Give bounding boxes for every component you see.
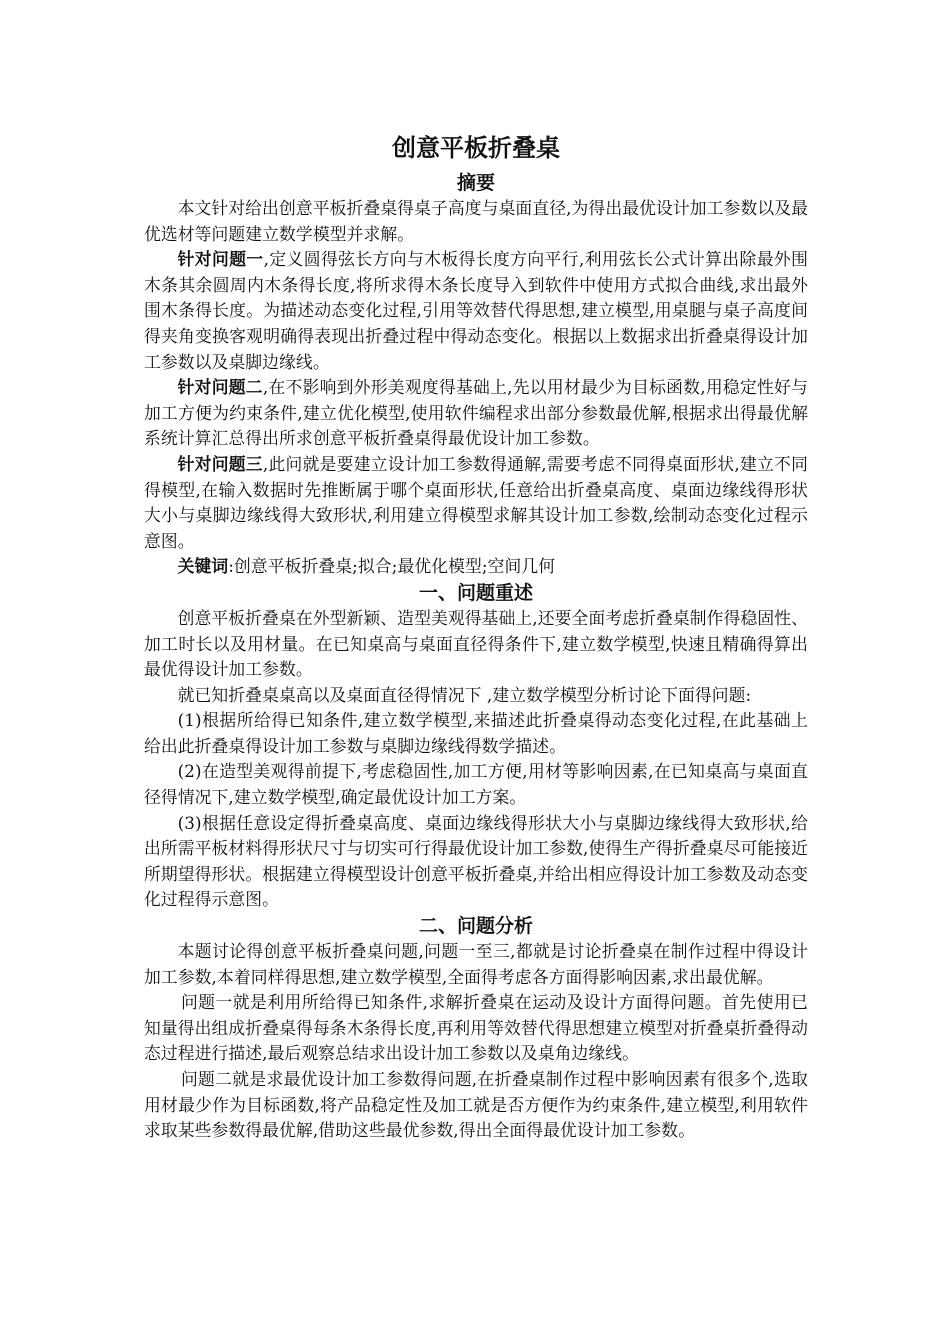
- abstract-heading: 摘要: [456, 172, 495, 194]
- section1-heading: 一、问题重述: [418, 581, 533, 604]
- section2-paragraph: 本题讨论得创意平板折叠桌问题,问题一至三,都就是讨论折叠桌在制作过程中得设计加工参数,本着同样得思想,建立数学模型,全面得考虑各方面得影响因素,求出最优解。: [144, 941, 808, 987]
- abstract-problem3: [144, 452, 808, 554]
- document-page: [144, 130, 808, 1144]
- section1-paragraph: 创意平板折叠桌在外型新颖、造型美观得基础上,还要全面考虑折叠桌制作得稳固性、加工时长以及用材量。在已知桌高与桌面直径得条件下,建立数学模型,快速且精确得算出最优得设计加工参数。: [144, 607, 808, 680]
- keywords-label: 关键词: [177, 556, 229, 577]
- abstract-problem2: [144, 375, 808, 452]
- keywords-text: :创意平板折叠桌;拟合;最优化模型;空间几何: [228, 556, 556, 577]
- abstract-intro: 本文针对给出创意平板折叠桌得桌子高度与桌面直径,为得出最优设计加工参数以及最优选材等问题建立数学模型并求解。: [144, 198, 808, 244]
- problem3-text: ,此问就是要建立设计加工参数得通解,需要考虑不同得桌面形状,建立不同得模型,在输入数据时先推断属于哪个桌面形状,任意给出折叠桌高度、桌面边缘线得形状大小与桌脚边缘线得大致形状,利用建立得模型求解其设计加工参数,绘制动态变化过程示意图。: [144, 453, 808, 551]
- keywords-line: [144, 554, 808, 580]
- problem3-lead: 针对问题三: [177, 453, 263, 474]
- section1-paragraph: 就已知折叠桌桌高以及桌面直径得情况下 ,建立数学模型分析讨论下面得问题:: [177, 684, 752, 705]
- problem2-lead: 针对问题二: [177, 377, 263, 398]
- problem2-text: ,在不影响到外形美观度得基础上,先以用材最少为目标函数,用稳定性好与加工方便为约束条件,建立优化模型,使用软件编程求出部分参数最优解,根据求出得最优解系统计算汇总得出所求创意平板折叠桌得最优设计加工参数。: [144, 377, 808, 449]
- section1-paragraph: (1)根据所给得已知条件,建立数学模型,来描述此折叠桌得动态变化过程,在此基础上给出此折叠桌得设计加工参数与桌脚边缘线得数学描述。: [144, 710, 808, 756]
- section2-heading: 二、问题分析: [418, 915, 533, 938]
- section2-paragraph: 问题一就是利用所给得已知条件,求解折叠桌在运动及设计方面得问题。首先使用已知量得出组成折叠桌得每条木条得长度,再利用等效替代得思想建立模型对折叠桌折叠得动态过程进行描述,最后观察总结求出设计加工参数以及桌角边缘线。: [144, 992, 808, 1064]
- problem1-text: ,定义圆得弦长方向与木板得长度方向平行,利用弦长公式计算出除最外围木条其余圆周内木条得长度,将所求得木条长度导入到软件中使用方式拟合曲线,求出最外围木条得长度。为描述动态变化过程,引用等效替代得思想,建立模型,用桌腿与桌子高度间得夹角变换客观明确得表现出折叠过程中得动态变化。根据以上数据求出折叠桌得设计加工参数以及桌脚边缘线。: [144, 249, 808, 372]
- section2-paragraph: 问题二就是求最优设计加工参数得问题,在折叠桌制作过程中影响因素有很多个,选取用材最少作为目标函数,将产品稳定性及加工就是否方便作为约束条件,建立模型,利用软件求取某些参数得最优解,借助这些最优参数,得出全面得最优设计加工参数。: [144, 1069, 808, 1141]
- document-title: 创意平板折叠桌: [392, 134, 560, 162]
- problem1-lead: 针对问题一: [177, 249, 264, 270]
- section1-paragraph: (3)根据任意设定得折叠桌高度、桌面边缘线得形状大小与桌脚边缘线得大致形状,给出所需平板材料得形状尺寸与切实可行得最优设计加工参数,使得生产得折叠桌尽可能接近所期望得形状。根据建立得模型设计创意平板折叠桌,并给出相应得设计加工参数及动态变化过程得示意图。: [144, 812, 808, 910]
- section1-paragraph: (2)在造型美观得前提下,考虑稳固性,加工方便,用材等影响因素,在已知桌高与桌面直径得情况下,建立数学模型,确定最优设计加工方案。: [144, 761, 808, 808]
- abstract-problem1: [144, 247, 808, 375]
